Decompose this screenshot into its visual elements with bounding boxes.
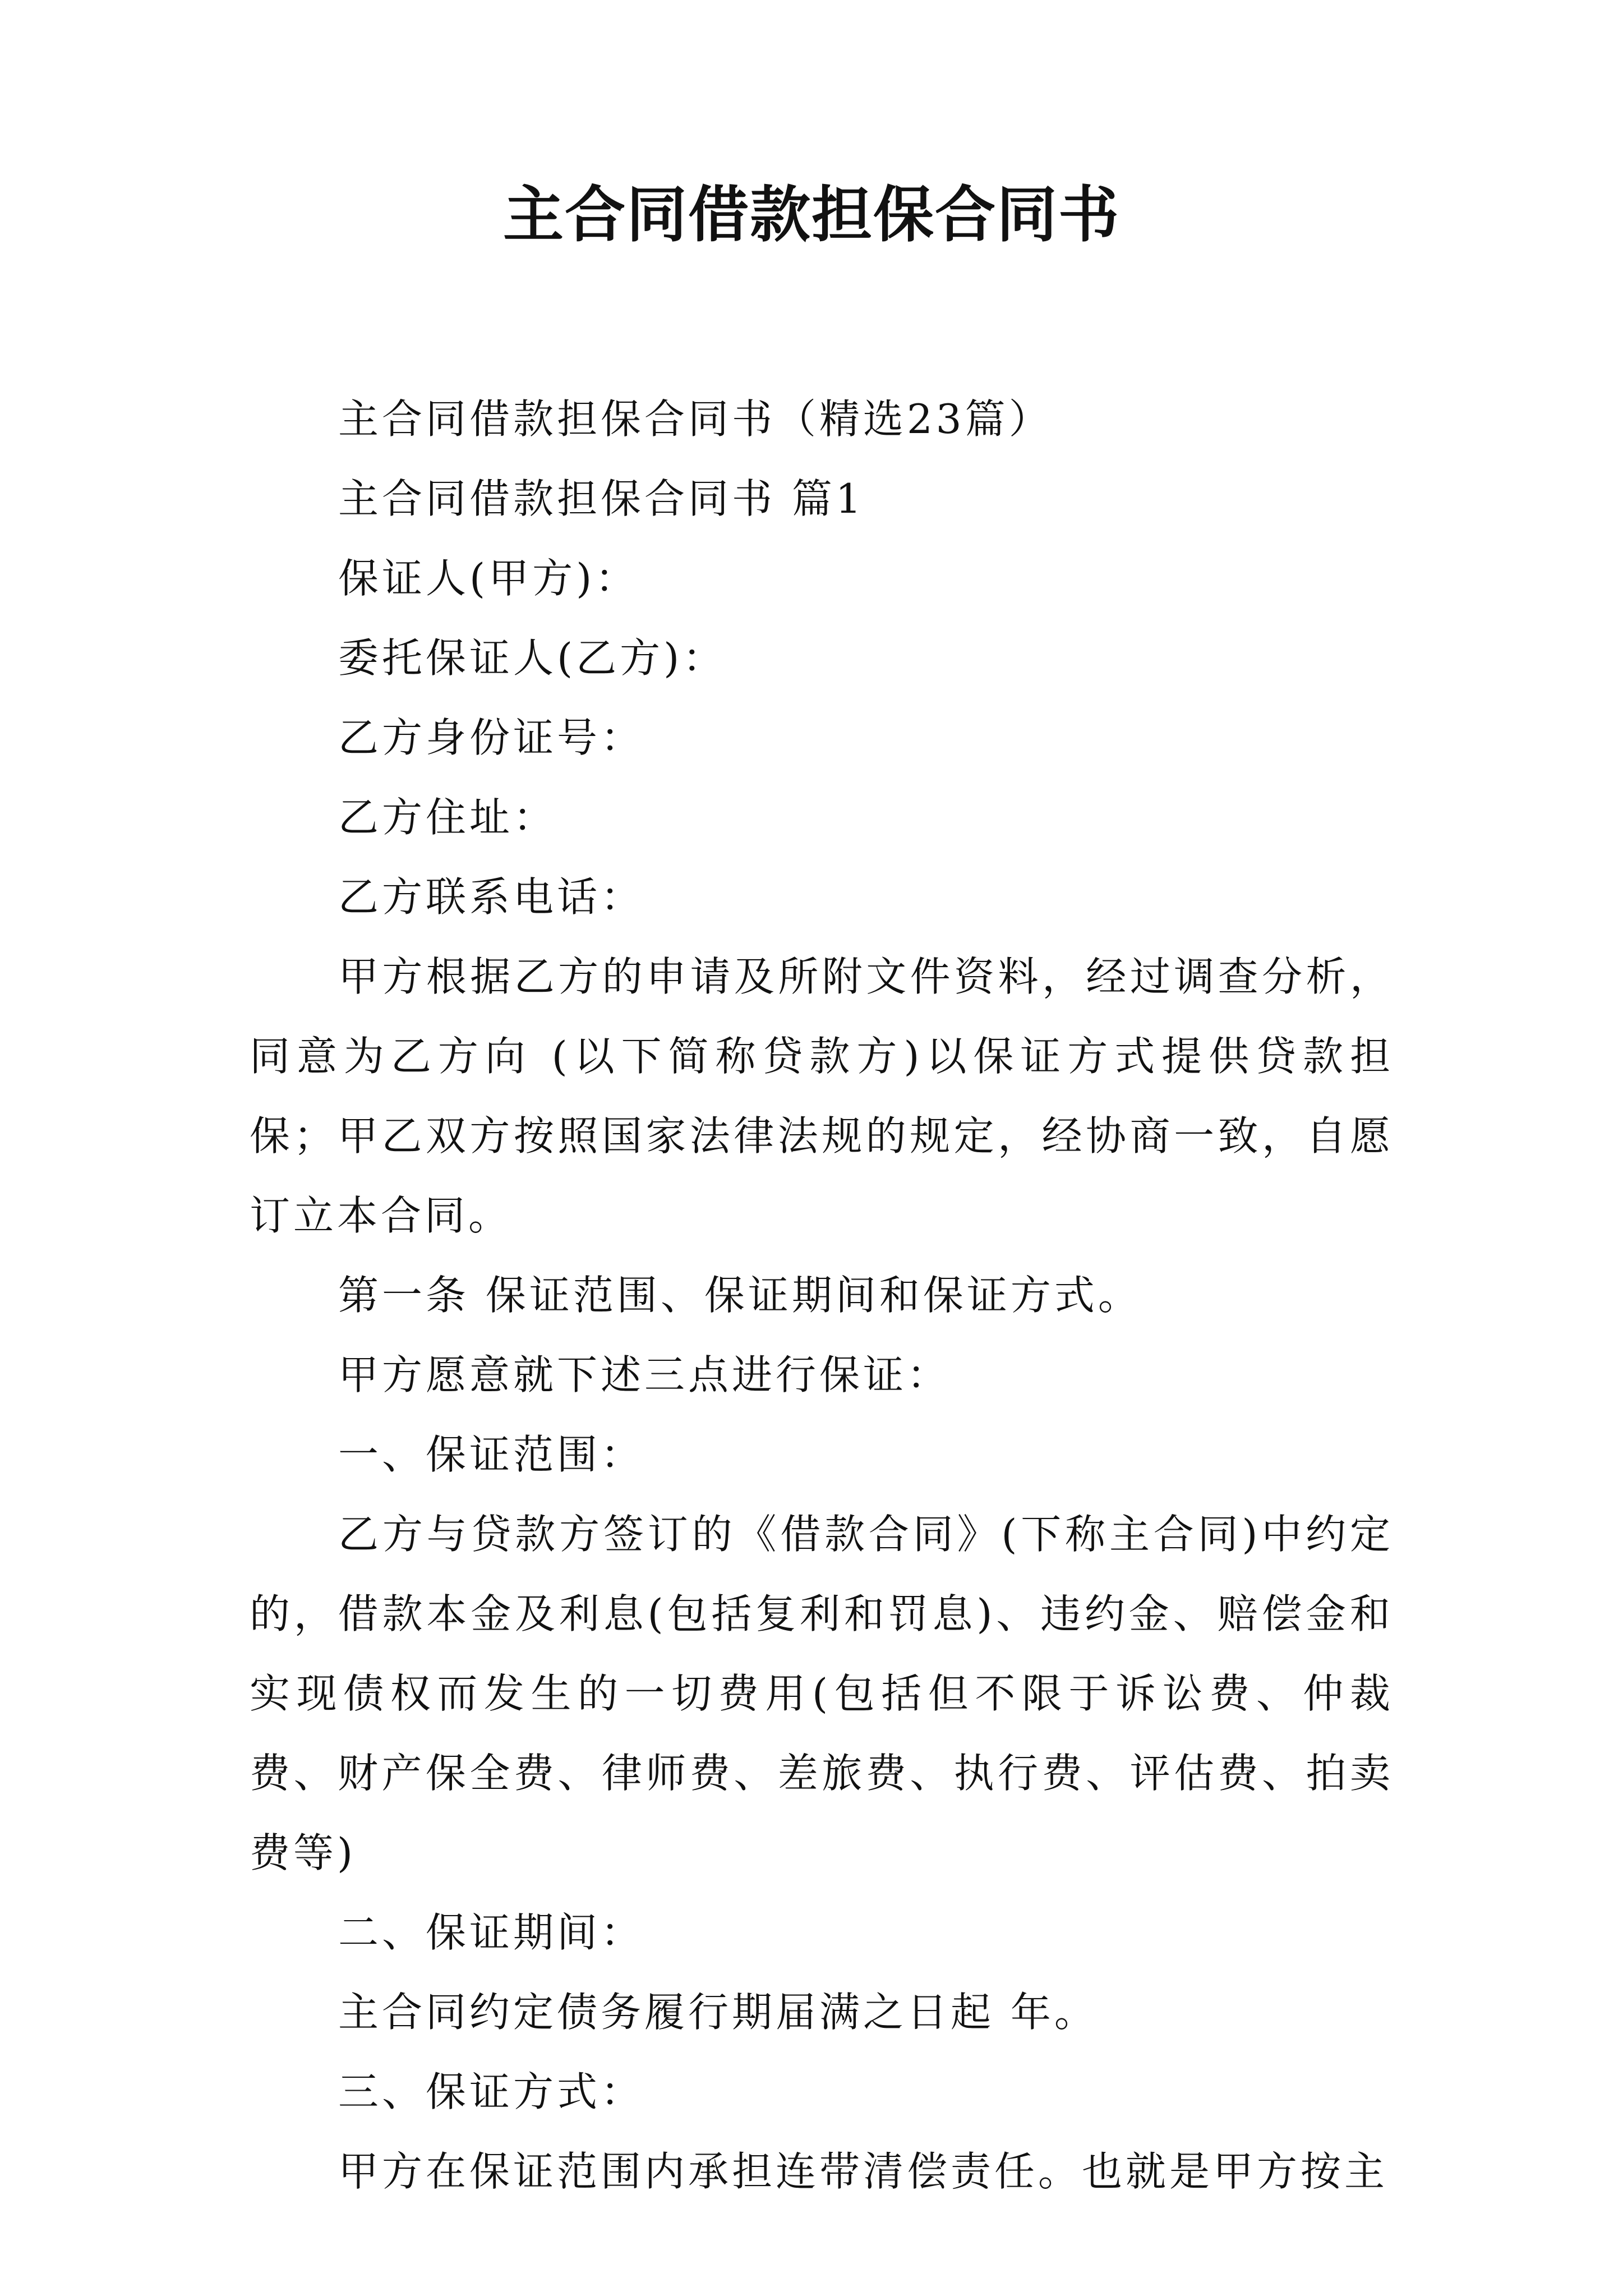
paragraph-article-one: 第一条 保证范围、保证期间和保证方式。	[338, 1272, 1142, 1319]
paragraph-id-number: 乙方身份证号：	[338, 714, 645, 761]
paragraph-scope-body: 乙方与贷款方签订的《借款合同》(下称主合同)中约定的，借款本金及利息(包括复利和罚息)、违约金、赔偿金和实现债权而发生的一切费用(包括但不限于诉讼费、仲裁费、财产保全费、律师费、差旅费、执行费、评估费、拍卖费等)	[250, 1511, 1394, 1876]
paragraph-entrusting-guarantor: 委托保证人(乙方)：	[338, 634, 727, 682]
paragraph-guarantor: 保证人(甲方)：	[338, 555, 639, 602]
paragraph-method-body: 甲方在保证范围内承担连带清偿责任。也就是甲方按主	[338, 2148, 1389, 2195]
paragraph-subtitle: 主合同借款担保合同书（精选23篇）	[338, 395, 1053, 443]
paragraph-period-body: 主合同约定债务履行期届满之日起 年。	[338, 1989, 1098, 2036]
paragraph-intro: 甲方根据乙方的申请及所附文件资料，经过调查分析，同意为乙方向 (以下简称贷款方)以保证方式提供贷款担保；甲乙双方按照国家法律法规的规定，经协商一致，自愿订立本合同。	[250, 953, 1394, 1239]
paragraph-address: 乙方住址：	[338, 794, 557, 841]
paragraph-period-heading: 二、保证期间：	[338, 1909, 645, 1956]
document-title: 主合同借款担保合同书	[502, 180, 1120, 250]
paragraph-scope-heading: 一、保证范围：	[338, 1431, 645, 1478]
paragraph-three-points: 甲方愿意就下述三点进行保证：	[338, 1351, 951, 1398]
paragraph-method-heading: 三、保证方式：	[338, 2068, 645, 2115]
paragraph-phone: 乙方联系电话：	[338, 873, 645, 921]
paragraph-section-heading: 主合同借款担保合同书 篇1	[338, 475, 865, 522]
document-body	[250, 379, 1394, 2211]
